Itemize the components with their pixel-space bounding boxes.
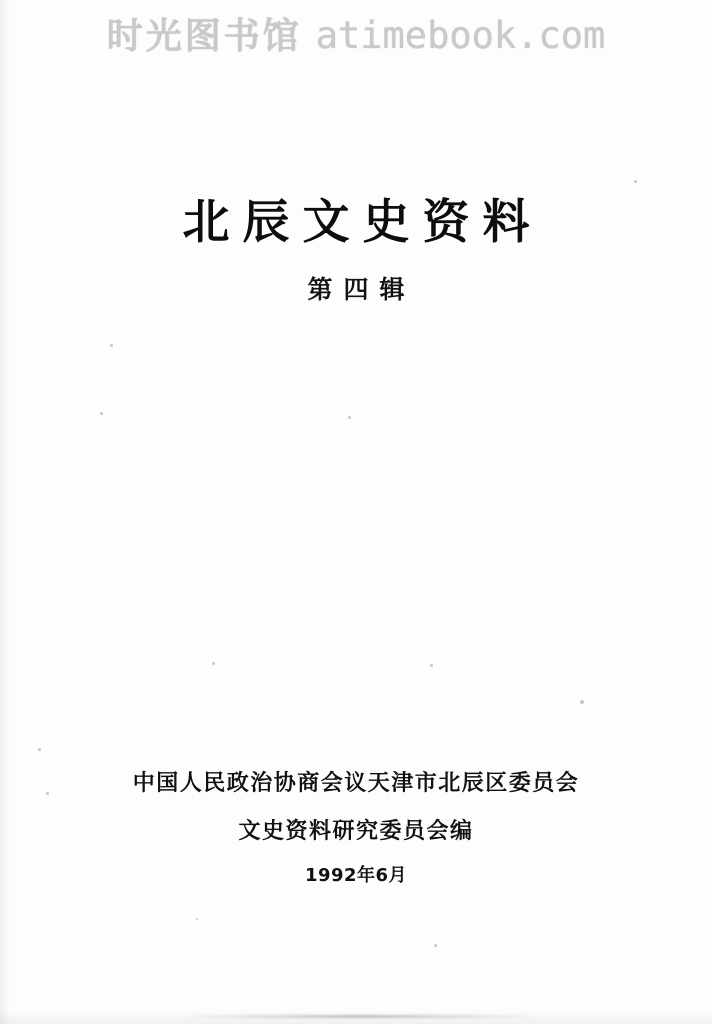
scan-speck — [634, 180, 637, 183]
cover-title-block — [0, 196, 712, 306]
scan-speck — [196, 918, 198, 920]
watermark-chinese-text: 时光图书馆 — [106, 16, 302, 57]
publisher-imprint — [0, 770, 712, 887]
watermark-latin-text: atimebook.com — [315, 14, 606, 57]
scan-smudge — [180, 1015, 540, 1018]
volume-subtitle: 第四辑 — [307, 275, 416, 305]
scan-speck — [38, 748, 41, 751]
publisher-line-2: 文史资料研究委员会编 — [238, 818, 474, 845]
page-title: 北辰文史资料 — [182, 195, 543, 250]
scan-speck — [212, 662, 215, 665]
publisher-line-1: 中国人民政治协商会议天津市北辰区委员会 — [132, 770, 580, 796]
publication-date: 1992年6月 — [304, 865, 408, 887]
scan-speck — [430, 664, 433, 667]
site-watermark — [0, 8, 712, 59]
scan-speck — [434, 944, 437, 947]
scan-speck — [110, 344, 113, 347]
scan-speck — [580, 700, 584, 704]
scan-speck — [348, 416, 351, 419]
scan-speck — [100, 412, 103, 415]
